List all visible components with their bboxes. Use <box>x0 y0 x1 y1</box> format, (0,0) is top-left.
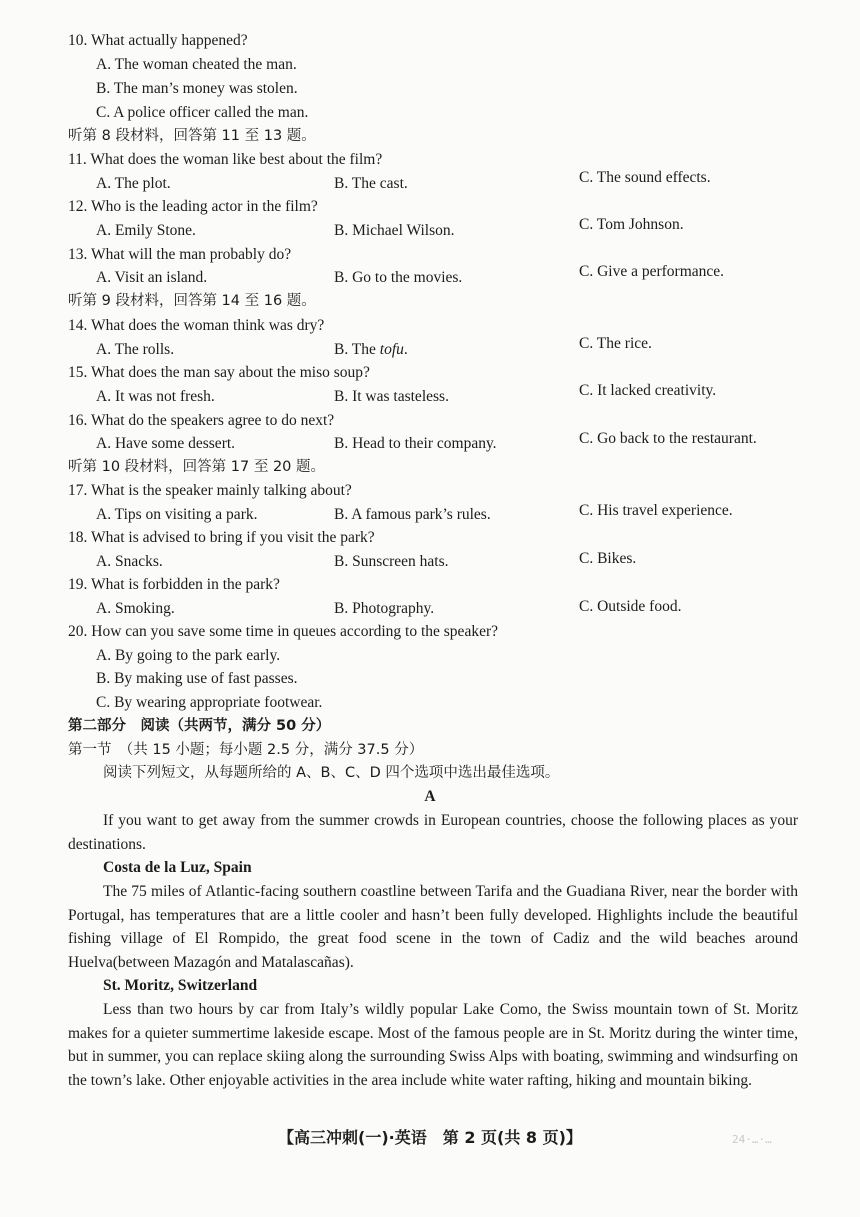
listening-section-9-heading: 听第 9 段材料，回答第 14 至 16 题。 <box>68 293 316 309</box>
question-17-option-b: B. A famous park’s rules. <box>334 506 491 523</box>
question-11-option-c: C. The sound effects. <box>579 169 711 186</box>
question-19-option-b: B. Photography. <box>334 600 435 617</box>
question-14-option-b-italic: tofu <box>379 341 404 358</box>
question-14-option-b <box>334 340 408 360</box>
question-19: 19. What is forbidden in the park? <box>68 576 280 593</box>
question-13: 13. What will the man probably do? <box>68 246 292 263</box>
question-20-option-b: B. By making use of fast passes. <box>96 670 298 687</box>
question-10-option-a: A. The woman cheated the man. <box>96 56 297 73</box>
question-16: 16. What do the speakers agree to do next? <box>68 412 335 429</box>
question-18-option-c: C. Bikes. <box>579 550 637 567</box>
question-19-option-c: C. Outside food. <box>579 598 682 615</box>
question-10-option-c: C. A police officer called the man. <box>96 104 309 121</box>
reading-section-title: 第一节 （共 15 小题；每小题 2.5 分，满分 37.5 分） <box>68 742 424 758</box>
question-14-option-c: C. The rice. <box>579 335 652 352</box>
question-14-option-b-prefix: B. The <box>334 341 380 358</box>
question-12-option-a: A. Emily Stone. <box>96 222 196 239</box>
question-17-option-a: A. Tips on visiting a park. <box>96 506 258 523</box>
question-20-option-a: A. By going to the park early. <box>96 647 281 664</box>
place-1-text: The 75 miles of Atlantic-facing southern coastline between Tarifa and the Guadiana River, near the border with Portugal, has temperatures that are a little cooler and hasn’t been fully developed. Highlights include the beautiful fishing village of El Rompido, the great food scene in the town of Cadiz and the wild beaches around Huelva(between Mazagón and Matalascañas). <box>68 883 798 972</box>
place-1-paragraph <box>68 880 798 975</box>
question-12-option-c: C. Tom Johnson. <box>579 216 684 233</box>
question-15-option-a: A. It was not fresh. <box>96 388 215 405</box>
question-11: 11. What does the woman like best about the film? <box>68 151 383 168</box>
passage-letter: A <box>424 788 436 805</box>
question-15: 15. What does the man say about the miso soup? <box>68 364 370 381</box>
question-16-option-b: B. Head to their company. <box>334 435 497 452</box>
listening-section-10-heading: 听第 10 段材料，回答第 17 至 20 题。 <box>68 459 326 475</box>
question-17: 17. What is the speaker mainly talking about? <box>68 482 352 499</box>
question-12: 12. Who is the leading actor in the film? <box>68 198 318 215</box>
question-20: 20. How can you save some time in queues according to the speaker? <box>68 623 498 640</box>
question-12-option-b: B. Michael Wilson. <box>334 222 455 239</box>
reading-instruction: 阅读下列短文，从每题所给的 A、B、C、D 四个选项中选出最佳选项。 <box>103 765 560 781</box>
passage-intro <box>68 809 798 856</box>
place-1-title: Costa de la Luz, Spain <box>103 859 252 876</box>
question-20-option-c: C. By wearing appropriate footwear. <box>96 694 323 711</box>
question-16-option-a: A. Have some dessert. <box>96 435 236 452</box>
question-15-option-c: C. It lacked creativity. <box>579 382 717 399</box>
question-18-option-b: B. Sunscreen hats. <box>334 553 449 570</box>
reading-part-title: 第二部分 阅读（共两节，满分 50 分） <box>68 718 331 734</box>
question-13-option-a: A. Visit an island. <box>96 269 208 286</box>
question-11-option-b: B. The cast. <box>334 175 408 192</box>
footer-stamp: 24·…·… <box>732 1133 772 1146</box>
question-14: 14. What does the woman think was dry? <box>68 317 325 334</box>
question-18-option-a: A. Snacks. <box>96 553 163 570</box>
question-10: 10. What actually happened? <box>68 32 248 49</box>
question-14-option-b-suffix: . <box>403 341 408 358</box>
passage-intro-text: If you want to get away from the summer crowds in European countries, choose the following places as your destinations. <box>68 812 798 853</box>
place-2-paragraph <box>68 998 798 1093</box>
question-11-option-a: A. The plot. <box>96 175 171 192</box>
question-13-option-c: C. Give a performance. <box>579 263 725 280</box>
listening-section-8-heading: 听第 8 段材料，回答第 11 至 13 题。 <box>68 128 316 144</box>
question-10-option-b: B. The man’s money was stolen. <box>96 80 298 97</box>
question-16-option-c: C. Go back to the restaurant. <box>579 430 757 447</box>
question-14-option-a: A. The rolls. <box>96 341 175 358</box>
question-13-option-b: B. Go to the movies. <box>334 269 463 286</box>
place-2-title: St. Moritz, Switzerland <box>103 977 258 994</box>
page-footer: 【高三冲刺(一)·英语 第 2 页(共 8 页)】 <box>278 1128 582 1147</box>
question-15-option-b: B. It was tasteless. <box>334 388 449 405</box>
question-17-option-c: C. His travel experience. <box>579 502 733 519</box>
question-18: 18. What is advised to bring if you visit the park? <box>68 529 375 546</box>
question-19-option-a: A. Smoking. <box>96 600 175 617</box>
place-2-text: Less than two hours by car from Italy’s wildly popular Lake Como, the Swiss mountain town of St. Moritz makes for a quieter summertime lakeside escape. Most of the famous people are in St. Moritz during the winter time, but in summer, you can replace skiing along the surrounding Swiss Alps with boating, swimming and windsurfing on the town’s lake. Other enjoyable activities in the area include white water rafting, hiking and mountain biking. <box>68 1001 798 1090</box>
